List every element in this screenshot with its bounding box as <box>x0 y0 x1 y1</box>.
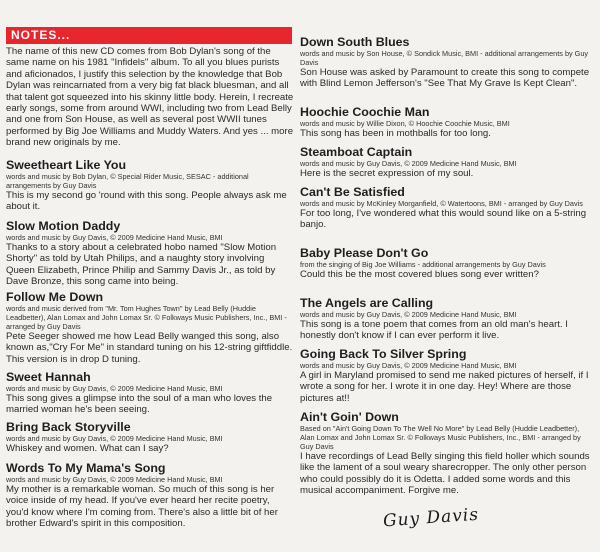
song-description: This song gives a glimpse into the soul of a man who loves the married woman he's been seeing. <box>6 393 273 416</box>
song-description: Pete Seeger showed me how Lead Belly wanged this song, also known as,"Cry For Me" in standard tuning on his 12-string giftfiddle. This version is in drop D tuning. <box>6 331 293 365</box>
song-description: This song is a tone poem that comes from an old man's heart. I honestly don't know if I can ever perform it live. <box>300 319 568 342</box>
song-credit: words and music by Guy Davis, © 2009 Medicine Hand Music, BMI <box>300 159 517 168</box>
song-title: Bring Back Storyville <box>6 420 131 434</box>
song-description: Could this be the most covered blues song ever written? <box>300 269 539 280</box>
song-credit: words and music by Guy Davis, © 2009 Medicine Hand Music, BMI <box>6 475 223 484</box>
handwritten-signature: Guy Davis <box>382 504 480 532</box>
song-description: Son House was asked by Paramount to create this song to compete with Blind Lemon Jefferson's "See That My Grave Is Kept Clean". <box>300 67 590 90</box>
song-description: Whiskey and women. What can I say? <box>6 443 169 454</box>
song-title: The Angels are Calling <box>300 296 434 310</box>
song-description: My mother is a remarkable woman. So much of this song is her voice inside of my head. If you've ever heard her recite poetry, you'd know where I'm coming from. There's also a little bit of her brother Edward's spirit in this composition. <box>6 484 278 529</box>
song-description: This song has been in mothballs for too long. <box>300 128 491 139</box>
song-entry <box>6 219 294 287</box>
song-credit: words and music by Guy Davis, © 2009 Medicine Hand Music, BMI <box>6 233 223 242</box>
song-entry <box>300 145 594 179</box>
notes-header: NOTES... <box>6 27 292 44</box>
song-title: Sweet Hannah <box>6 370 91 384</box>
song-description: For too long, I've wondered what this would sound like on a 5-string banjo. <box>300 208 587 231</box>
song-entry <box>300 185 594 231</box>
song-entry <box>6 370 294 416</box>
song-title: Going Back To Silver Spring <box>300 347 467 361</box>
song-description: I have recordings of Lead Belly singing this field holler which sounds like the lament of a soul weary sharecropper. The only other person who could possibly do it is Odetta. I added some words and this musical accompaniment. Forgive me. <box>300 451 590 496</box>
song-title: Slow Motion Daddy <box>6 219 121 233</box>
song-title: Baby Please Don't Go <box>300 246 429 260</box>
song-credit: from the singing of Big Joe Williams - additional arrangements by Guy Davis <box>300 260 546 269</box>
song-title: Words To My Mama's Song <box>6 461 166 475</box>
song-entry <box>300 296 594 342</box>
song-description: A girl in Maryland promised to send me naked pictures of herself, if I wrote a song for her. I wrote it in one day. Hey! Where are those pictures at!! <box>300 370 589 404</box>
song-entry <box>6 290 294 365</box>
song-credit: words and music derived from "Mr. Tom Hughes Town" by Lead Belly (Huddie Leadbetter), Alan Lomax and John Lomax Sr. © Folkways Music Publishers, Inc., BMI - arranged by Guy Davis <box>6 304 287 331</box>
song-entry <box>6 420 294 454</box>
song-entry <box>300 35 594 90</box>
song-entry <box>300 105 594 139</box>
intro-text: The name of this new CD comes from Bob Dylan's song of the same name on his 1981 "Infidels" album. To all you blues purists and aficionados, I justify this selection by the knowledge that Bob Dylan was reincarnated from a very big fat black bluesman, and all that talent got squeezed into his skinny little body. Herein, I recreate early songs, some from around WWI, including two from Lead Belly and one from Son House, as well as several post WWII tunes performed by Big Joe Williams and Muddy Waters. And yes ... more brand new originals by me. <box>6 46 294 149</box>
song-credit: Based on "Ain't Going Down To The Well No More" by Lead Belly (Huddie Leadbetter), Alan Lomax and John Lomax Sr. © Folkways Music Publishers, Inc., BMI - arranged by Guy Davis <box>300 424 581 451</box>
song-entry <box>6 461 294 529</box>
song-entry <box>300 347 594 404</box>
song-credit: words and music by Guy Davis, © 2009 Medicine Hand Music, BMI <box>300 361 517 370</box>
song-credit: words and music by Guy Davis, © 2009 Medicine Hand Music, BMI <box>6 384 223 393</box>
song-description: Here is the secret expression of my soul. <box>300 168 474 179</box>
song-title: Down South Blues <box>300 35 410 49</box>
song-entry <box>300 410 594 496</box>
song-title: Sweetheart Like You <box>6 158 127 172</box>
song-credit: words and music by Willie Dixon, © Hoochie Coochie Music, BMI <box>300 119 510 128</box>
song-credit: words and music by Guy Davis, © 2009 Medicine Hand Music, BMI <box>6 434 223 443</box>
song-title: Follow Me Down <box>6 290 104 304</box>
song-title: Hoochie Coochie Man <box>300 105 430 119</box>
song-title: Steamboat Captain <box>300 145 413 159</box>
song-credit: words and music by Son House, © Sondick Music, BMI - additional arrangements by Guy Davis <box>300 49 589 67</box>
song-credit: words and music by McKinley Morganfield, © Watertoons, BMI - arranged by Guy Davis <box>300 199 583 208</box>
song-entry <box>6 158 294 213</box>
song-title: Can't Be Satisfied <box>300 185 405 199</box>
song-title: Ain't Goin' Down <box>300 410 399 424</box>
song-credit: words and music by Bob Dylan, © Special Rider Music, SESAC - additional arrangements by Guy Davis <box>6 172 249 190</box>
song-description: This is my second go 'round with this song. People always ask me about it. <box>6 190 287 213</box>
song-credit: words and music by Guy Davis, © 2009 Medicine Hand Music, BMI <box>300 310 517 319</box>
song-description: Thanks to a story about a celebrated hobo named "Slow Motion Shorty" as told by Utah Philips, and a naughty story involving Queen Elizabeth, Prince Philip and Sammy Davis Jr., as told by Dave Bronze, this song came into being. <box>6 242 277 287</box>
song-entry <box>300 246 594 280</box>
